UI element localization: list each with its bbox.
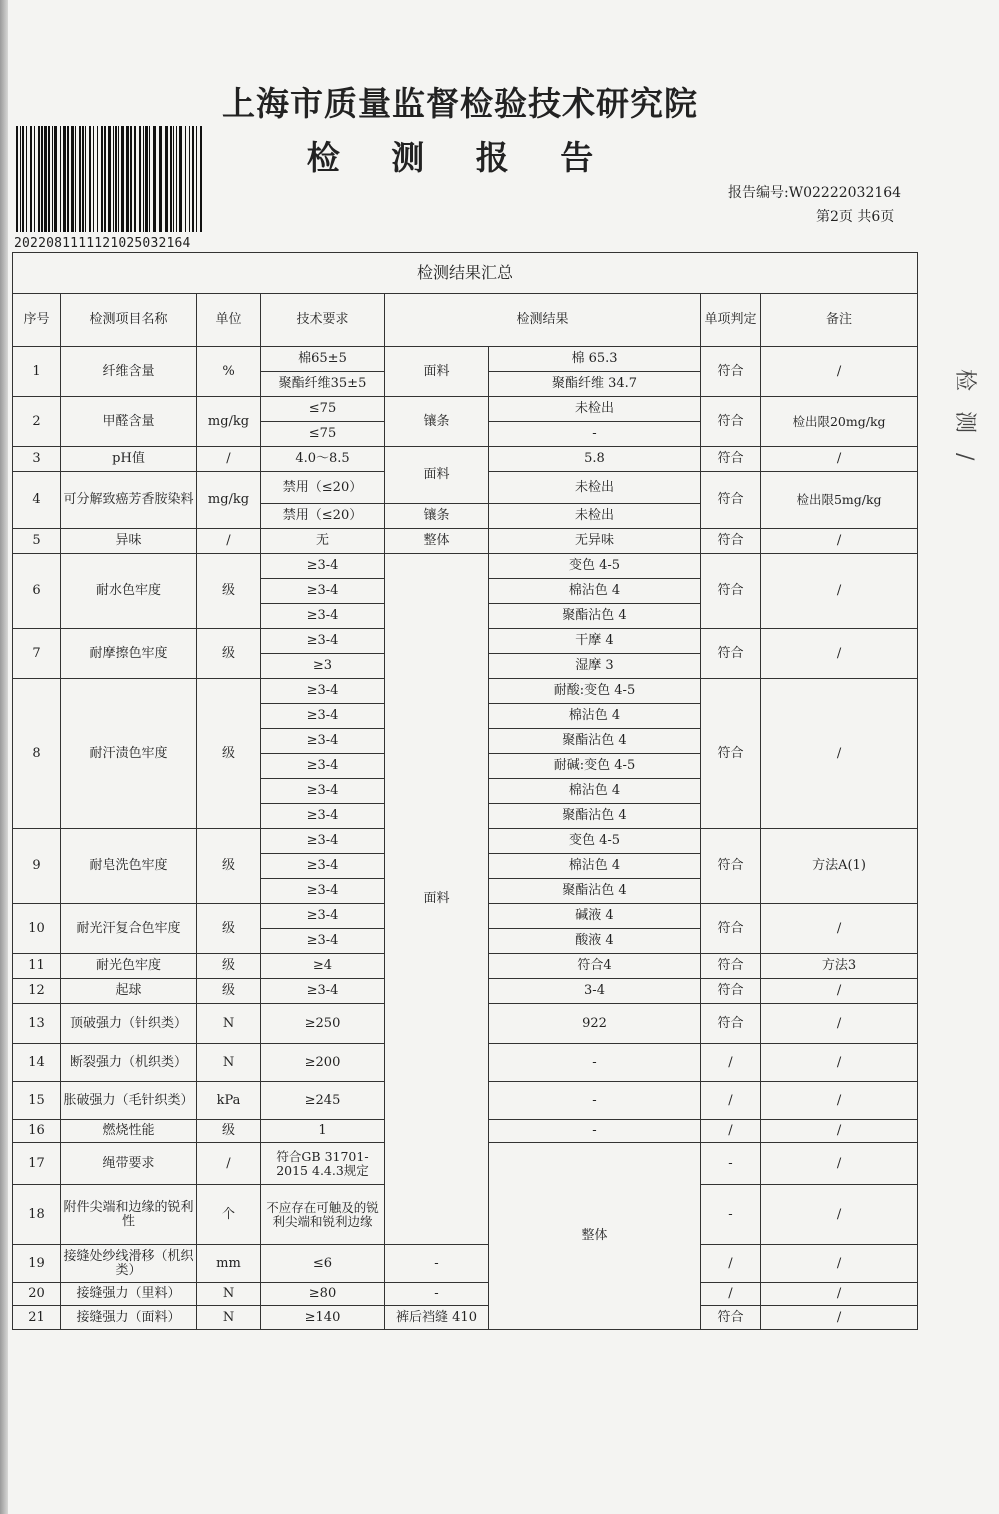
barcode-bar <box>38 126 40 232</box>
barcode-bar <box>26 126 27 232</box>
barcode-bar <box>63 126 66 232</box>
cell-part: 镶条 <box>385 397 489 447</box>
barcode-bar <box>200 126 202 232</box>
barcode-bar <box>54 126 57 232</box>
barcode-bar <box>134 126 136 232</box>
barcode-bar <box>22 126 24 232</box>
cell-result: 酸液 4 <box>489 929 701 954</box>
cell-result: 未检出 <box>489 504 701 529</box>
cell-item: 燃烧性能 <box>61 1120 197 1143</box>
cell-no: 18 <box>13 1185 61 1245</box>
barcode-bar <box>71 126 74 232</box>
cell-unit: 级 <box>197 829 261 904</box>
cell-unit: N <box>197 1044 261 1082</box>
cell-item: 纤维含量 <box>61 347 197 397</box>
cell-result: - <box>701 1185 761 1245</box>
col-header: 技术要求 <box>261 294 385 347</box>
cell-item: 绳带要求 <box>61 1143 197 1185</box>
page-edge <box>0 0 8 1514</box>
barcode-bar <box>121 126 124 232</box>
cell-req: ≥250 <box>261 1004 385 1044</box>
cell-req: ≥4 <box>261 954 385 979</box>
institute-name: 上海市质量监督检验技术研究院 <box>222 84 698 123</box>
barcode-bar <box>149 126 150 232</box>
cell-req: 无 <box>261 529 385 554</box>
table-row <box>13 1283 918 1306</box>
cell-result: - <box>385 1283 489 1306</box>
barcode-number: 20220811111210250321​64 <box>14 236 191 251</box>
cell-judge: 符合 <box>701 397 761 447</box>
cell-unit: kPa <box>197 1082 261 1120</box>
cell-unit: N <box>197 1306 261 1330</box>
cell-no: 20 <box>13 1283 61 1306</box>
table-header-row <box>13 294 918 347</box>
cell-remark: 方法A(1) <box>761 829 918 904</box>
barcode-bar <box>139 126 141 232</box>
cell-req: 4.0～8.5 <box>261 447 385 472</box>
cell-unit: 级 <box>197 629 261 679</box>
col-header: 检测项目名称 <box>61 294 197 347</box>
cell-part: 整体 <box>385 529 489 554</box>
cell-result: 未检出 <box>489 397 701 422</box>
cell-remark: / <box>761 1245 918 1283</box>
cell-req: ≥3-4 <box>261 729 385 754</box>
cell-no: 21 <box>13 1306 61 1330</box>
cell-judge: 符合 <box>701 629 761 679</box>
barcode-bar <box>67 126 69 232</box>
report-title: 检 测 报 告 <box>306 138 614 177</box>
cell-remark: 检出限5mg/kg <box>761 472 918 529</box>
cell-req: ≥80 <box>261 1283 385 1306</box>
barcode-bar <box>97 126 98 232</box>
cell-result: 3-4 <box>489 979 701 1004</box>
page-info: 第2页 共6页 <box>816 209 895 225</box>
cell-judge: / <box>701 1283 761 1306</box>
cell-part: 整体 <box>489 1143 701 1330</box>
cell-item: 耐光色牢度 <box>61 954 197 979</box>
cell-no: 12 <box>13 979 61 1004</box>
cell-result: 碱液 4 <box>489 904 701 929</box>
cell-item: 甲醛含量 <box>61 397 197 447</box>
cell-req: ≥3-4 <box>261 554 385 579</box>
barcode-bar <box>143 126 144 232</box>
cell-req: ≥3-4 <box>261 579 385 604</box>
cell-no: 8 <box>13 679 61 829</box>
cell-unit: mm <box>197 1245 261 1283</box>
cell-unit: % <box>197 347 261 397</box>
barcode-bar <box>170 126 172 232</box>
cell-no: 15 <box>13 1082 61 1120</box>
col-header: 备注 <box>761 294 918 347</box>
cell-result: 变色 4-5 <box>489 829 701 854</box>
cell-req: ≥3 <box>261 654 385 679</box>
cell-result: 符合4 <box>489 954 701 979</box>
cell-judge: 符合 <box>701 447 761 472</box>
barcode-bar <box>115 126 117 232</box>
cell-judge: / <box>761 1143 918 1185</box>
cell-result: - <box>385 1245 489 1283</box>
barcode-bar <box>48 126 50 232</box>
table-row <box>13 397 918 422</box>
barcode-bar <box>179 126 182 232</box>
cell-no: 5 <box>13 529 61 554</box>
cell-result: 聚酯沾色 4 <box>489 879 701 904</box>
cell-req: 聚酯纤维35±5 <box>261 372 385 397</box>
cell-unit: 级 <box>197 554 261 629</box>
cell-remark: / <box>761 447 918 472</box>
cell-remark: / <box>761 979 918 1004</box>
cell-result: 5.8 <box>489 447 701 472</box>
cell-req: ≥3-4 <box>261 754 385 779</box>
cell-req: ≥3-4 <box>261 929 385 954</box>
cell-no: 11 <box>13 954 61 979</box>
cell-unit: / <box>197 529 261 554</box>
side-mark: 检 <box>952 369 977 392</box>
cell-unit: 级 <box>197 954 261 979</box>
barcode-bar <box>89 126 91 232</box>
cell-item: 接缝强力（面料） <box>61 1306 197 1330</box>
barcode-bar <box>153 126 156 232</box>
cell-remark: / <box>761 554 918 629</box>
cell-unit: mg/kg <box>197 472 261 529</box>
barcode-bar <box>108 126 111 232</box>
cell-result: 裤后裆缝 410 <box>385 1306 489 1330</box>
barcode-bar <box>75 126 76 232</box>
cell-req: ≥200 <box>261 1044 385 1082</box>
table-row <box>13 1306 918 1330</box>
cell-remark: / <box>761 1004 918 1044</box>
cell-req: 禁用（≤20） <box>261 504 385 529</box>
barcode-bar <box>176 126 177 232</box>
cell-req: ≥245 <box>261 1082 385 1120</box>
barcode-bar <box>60 126 61 232</box>
table-row <box>13 529 918 554</box>
cell-no: 3 <box>13 447 61 472</box>
barcode-bar <box>126 126 129 232</box>
cell-judge: / <box>701 1044 761 1082</box>
cell-item: 接缝强力（里料） <box>61 1283 197 1306</box>
cell-unit: / <box>197 1143 261 1185</box>
cell-result: 棉沾色 4 <box>489 704 701 729</box>
cell-result: 耐碱:变色 4-5 <box>489 754 701 779</box>
cell-unit: 级 <box>197 1120 261 1143</box>
cell-remark: / <box>761 1120 918 1143</box>
cell-unit: 级 <box>197 979 261 1004</box>
cell-result: 干摩 4 <box>489 629 701 654</box>
cell-result: 耐酸:变色 4-5 <box>489 679 701 704</box>
cell-remark: / <box>761 347 918 397</box>
cell-item: 耐皂洗色牢度 <box>61 829 197 904</box>
barcode-bar <box>145 126 148 232</box>
cell-part: 面料 <box>385 447 489 504</box>
barcode-bar <box>104 126 106 232</box>
cell-req: 1 <box>261 1120 385 1143</box>
cell-unit: mg/kg <box>197 397 261 447</box>
side-stamp-marks <box>944 368 984 548</box>
cell-req: ≥3-4 <box>261 829 385 854</box>
cell-result: - <box>701 1143 761 1185</box>
barcode-bar <box>113 126 114 232</box>
cell-item: 可分解致癌芳香胺染料 <box>61 472 197 529</box>
barcode-bar <box>159 126 162 232</box>
cell-remark: / <box>761 1082 918 1120</box>
cell-unit: 级 <box>197 904 261 954</box>
cell-req: ≤75 <box>261 422 385 447</box>
cell-remark: / <box>761 1306 918 1330</box>
cell-judge: 符合 <box>701 954 761 979</box>
cell-judge: 符合 <box>701 472 761 529</box>
cell-no: 6 <box>13 554 61 629</box>
cell-part: 面料 <box>385 347 489 397</box>
cell-req: ≥3-4 <box>261 904 385 929</box>
cell-no: 16 <box>13 1120 61 1143</box>
cell-result: 棉沾色 4 <box>489 854 701 879</box>
barcode-bar <box>52 126 53 232</box>
cell-result: - <box>489 422 701 447</box>
side-mark: / <box>952 453 977 461</box>
cell-no: 19 <box>13 1245 61 1283</box>
barcode-bar <box>93 126 94 232</box>
col-header: 序号 <box>13 294 61 347</box>
cell-item: 胀破强力（毛针织类） <box>61 1082 197 1120</box>
cell-judge: 符合 <box>701 554 761 629</box>
cell-remark: / <box>761 529 918 554</box>
cell-item: 附件尖端和边缘的锐利性 <box>61 1185 197 1245</box>
col-header: 检测结果 <box>385 294 701 347</box>
cell-item: 接缝处纱线滑移（机织类） <box>61 1245 197 1283</box>
cell-item: 异味 <box>61 529 197 554</box>
cell-no: 7 <box>13 629 61 679</box>
cell-part: 镶条 <box>385 504 489 529</box>
cell-result: 棉 65.3 <box>489 347 701 372</box>
cell-req: ≥3-4 <box>261 704 385 729</box>
cell-result: 未检出 <box>489 472 701 504</box>
cell-req: 不应存在可触及的锐利尖端和锐利边缘 <box>261 1185 385 1245</box>
cell-item: 顶破强力（针织类） <box>61 1004 197 1044</box>
cell-part: 面料 <box>385 554 489 1245</box>
cell-judge: / <box>761 1185 918 1245</box>
cell-result: 聚酯沾色 4 <box>489 804 701 829</box>
cell-item: 断裂强力（机织类） <box>61 1044 197 1082</box>
cell-req: ≥140 <box>261 1306 385 1330</box>
cell-result: 聚酯沾色 4 <box>489 604 701 629</box>
barcode-bar <box>20 126 21 232</box>
cell-item: 耐汗渍色牢度 <box>61 679 197 829</box>
cell-req: ≥3-4 <box>261 804 385 829</box>
cell-req: 符合GB 31701-2015 4.4.3规定 <box>261 1143 385 1185</box>
cell-item: 起球 <box>61 979 197 1004</box>
cell-result: - <box>489 1120 701 1143</box>
table-row <box>13 554 918 579</box>
cell-unit: / <box>197 447 261 472</box>
barcode-bar <box>82 126 84 232</box>
cell-req: 禁用（≤20） <box>261 472 385 504</box>
barcode-bar <box>189 126 190 232</box>
cell-judge: / <box>701 1245 761 1283</box>
cell-result: 聚酯纤维 34.7 <box>489 372 701 397</box>
cell-req: ≥3-4 <box>261 629 385 654</box>
cell-judge: 符合 <box>701 1004 761 1044</box>
barcode-bar <box>192 126 194 232</box>
cell-item: 耐水色牢度 <box>61 554 197 629</box>
cell-unit: 个 <box>197 1185 261 1245</box>
cell-remark: / <box>761 904 918 954</box>
cell-remark: 检出限20mg/kg <box>761 397 918 447</box>
cell-req: ≥3-4 <box>261 979 385 1004</box>
cell-no: 10 <box>13 904 61 954</box>
cell-result: 922 <box>489 1004 701 1044</box>
barcode-bar <box>130 126 132 232</box>
table-caption: 检测结果汇总 <box>13 253 918 294</box>
cell-remark: 方法3 <box>761 954 918 979</box>
cell-judge: 符合 <box>701 904 761 954</box>
cell-item: 耐光汗复合色牢度 <box>61 904 197 954</box>
cell-no: 17 <box>13 1143 61 1185</box>
report-number: 报告编号:W02222032164 <box>728 185 902 201</box>
cell-no: 2 <box>13 397 61 447</box>
barcode-bar <box>196 126 197 232</box>
cell-req: ≥3-4 <box>261 779 385 804</box>
barcode-bar <box>41 126 43 232</box>
cell-unit: N <box>197 1004 261 1044</box>
table-row <box>13 1245 918 1283</box>
cell-judge: / <box>701 1082 761 1120</box>
cell-no: 14 <box>13 1044 61 1082</box>
col-header: 单项判定 <box>701 294 761 347</box>
table-row <box>13 447 918 472</box>
results-table <box>12 252 918 1330</box>
cell-remark: / <box>761 1044 918 1082</box>
cell-req: 棉65±5 <box>261 347 385 372</box>
cell-judge: 符合 <box>701 529 761 554</box>
cell-judge: / <box>701 1120 761 1143</box>
cell-item: pH值 <box>61 447 197 472</box>
cell-unit: N <box>197 1283 261 1306</box>
cell-no: 4 <box>13 472 61 529</box>
barcode-bar <box>79 126 81 232</box>
cell-no: 9 <box>13 829 61 904</box>
cell-req: ≥3-4 <box>261 854 385 879</box>
table-row <box>13 347 918 372</box>
cell-judge: 符合 <box>701 347 761 397</box>
cell-result: - <box>489 1044 701 1082</box>
cell-result: - <box>489 1082 701 1120</box>
barcode-bar <box>173 126 174 232</box>
barcode-bar <box>16 126 18 232</box>
cell-remark: / <box>761 629 918 679</box>
cell-remark: / <box>761 679 918 829</box>
cell-result: 棉沾色 4 <box>489 779 701 804</box>
barcode-bar <box>34 126 35 232</box>
barcode-bar <box>118 126 119 232</box>
side-mark: 测 <box>952 411 977 434</box>
cell-req: ≤75 <box>261 397 385 422</box>
cell-result: 聚酯沾色 4 <box>489 729 701 754</box>
barcode-bar <box>185 126 186 232</box>
cell-remark: / <box>761 1283 918 1306</box>
cell-req: ≥3-4 <box>261 679 385 704</box>
cell-req: ≤6 <box>261 1245 385 1283</box>
barcode-bar <box>44 126 47 232</box>
cell-judge: 符合 <box>701 979 761 1004</box>
cell-result: 变色 4-5 <box>489 554 701 579</box>
cell-result: 湿摩 3 <box>489 654 701 679</box>
col-header: 单位 <box>197 294 261 347</box>
cell-unit: 级 <box>197 679 261 829</box>
barcode-bar <box>165 126 168 232</box>
cell-judge: 符合 <box>701 829 761 904</box>
cell-no: 13 <box>13 1004 61 1044</box>
cell-item: 耐摩擦色牢度 <box>61 629 197 679</box>
cell-no: 1 <box>13 347 61 397</box>
cell-req: ≥3-4 <box>261 604 385 629</box>
cell-judge: 符合 <box>701 1306 761 1330</box>
cell-req: ≥3-4 <box>261 879 385 904</box>
barcode-bar <box>85 126 86 232</box>
barcode <box>16 126 206 232</box>
cell-result: 棉沾色 4 <box>489 579 701 604</box>
barcode-bar <box>101 126 103 232</box>
barcode-bar <box>30 126 32 232</box>
cell-judge: 符合 <box>701 679 761 829</box>
cell-result: 无异味 <box>489 529 701 554</box>
